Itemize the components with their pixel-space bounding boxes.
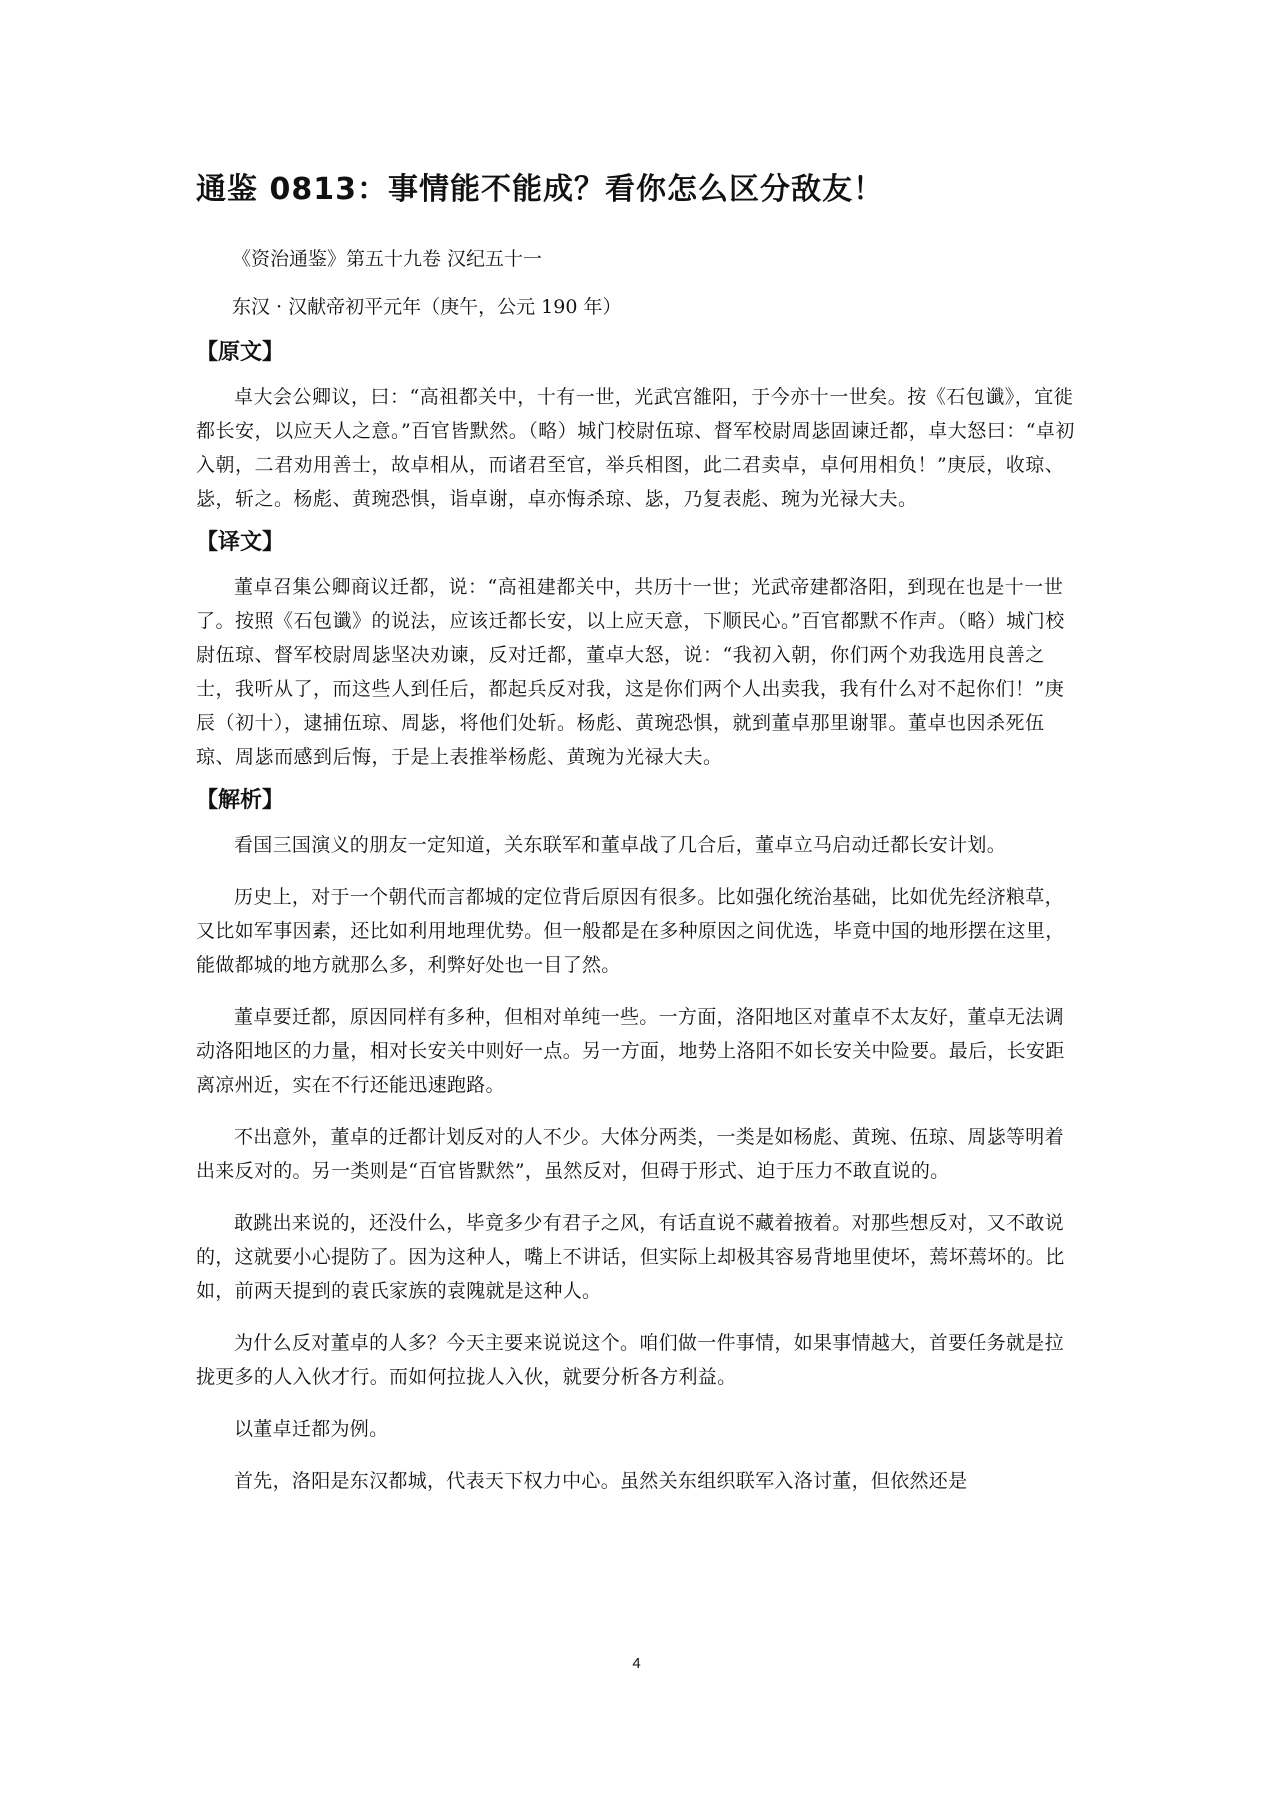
translation-text: 董卓召集公卿商议迁都，说：“高祖建都关中，共历十一世；光武帝建都洛阳，到现在也是十一世了。按照《石包谶》的说法，应该迁都长安，以上应天意，下顺民心。”百官都默不作声。（略）城门校尉伍琼、督军校尉周毖坚决劝谏，反对迁都，董卓大怒，说：“我初入朝，你们两个劝我选用良善之士，我听从了，而这些人到任后，都起兵反对我，这是你们两个人出卖我，我有什么对不起你们！”庚辰（初十），逮捕伍琼、周毖，将他们处斩。杨彪、黄琬恐惧，就到董卓那里谢罪。董卓也因杀死伍琼、周毖而感到后悔，于是上表推举杨彪、黄琬为光禄大夫。 (196, 576, 1065, 768)
original-text: 卓大会公卿议，曰：“高祖都关中，十有一世，光武宫雒阳，于今亦十一世矣。按《石包谶》，宜徙都长安，以应天人之意。”百官皆默然。（略）城门校尉伍琼、督军校尉周毖固谏迁都，卓大怒曰：“卓初入朝，二君劝用善士，故卓相从，而诸君至官，举兵相图，此二君卖卓，卓何用相负！”庚辰，收琼、毖，斩之。杨彪、黄琬恐惧，诣卓谢，卓亦悔杀琼、毖，乃复表彪、琬为光禄大夫。 (196, 386, 1075, 510)
analysis-paragraph: 以董卓迁都为例。 (234, 1418, 389, 1440)
analysis-heading: 【解析】 (196, 788, 285, 813)
page-content (196, 170, 1076, 1516)
translation-heading: 【译文】 (196, 530, 285, 555)
analysis-paragraph: 首先，洛阳是东汉都城，代表天下权力中心。虽然关东组织联军入洛讨董，但依然还是 (234, 1470, 968, 1492)
page-number: 4 (632, 1655, 641, 1672)
source-line: 《资治通鉴》第五十九卷 汉纪五十一 (232, 248, 543, 270)
analysis-paragraph: 看国三国演义的朋友一定知道，关东联军和董卓战了几合后，董卓立马启动迁都长安计划。 (234, 834, 1007, 856)
analysis-paragraph: 敢跳出来说的，还没什么，毕竟多少有君子之风，有话直说不藏着掖着。对那些想反对，又不敢说的，这就要小心提防了。因为这种人，嘴上不讲话，但实际上却极其容易背地里使坏，蔫坏蔫坏的。比如，前两天提到的袁氏家族的袁隗就是这种人。 (196, 1212, 1065, 1302)
original-heading: 【原文】 (196, 340, 285, 365)
analysis-paragraph: 为什么反对董卓的人多？今天主要来说说这个。咱们做一件事情，如果事情越大，首要任务就是拉拢更多的人入伙才行。而如何拉拢人入伙，就要分析各方利益。 (196, 1332, 1064, 1388)
analysis-paragraph: 历史上，对于一个朝代而言都城的定位背后原因有很多。比如强化统治基础，比如优先经济粮草，又比如军事因素，还比如利用地理优势。但一般都是在多种原因之间优选，毕竟中国的地形摆在这里，能做都城的地方就那么多，利弊好处也一目了然。 (196, 886, 1065, 976)
analysis-paragraph: 不出意外，董卓的迁都计划反对的人不少。大体分两类，一类是如杨彪、黄琬、伍琼、周毖等明着出来反对的。另一类则是“百官皆默然”，虽然反对，但碍于形式、迫于压力不敢直说的。 (196, 1126, 1064, 1182)
page-title: 通鉴 0813：事情能不能成？看你怎么区分敌友！ (196, 172, 884, 207)
analysis-paragraph: 董卓要迁都，原因同样有多种，但相对单纯一些。一方面，洛阳地区对董卓不太友好，董卓无法调动洛阳地区的力量，相对长安关中则好一点。另一方面，地势上洛阳不如长安关中险要。最后，长安距离凉州近，实在不行还能迅速跑路。 (196, 1006, 1065, 1096)
era-line: 东汉 · 汉献帝初平元年（庚午，公元 190 年） (232, 296, 622, 318)
analysis-body (196, 828, 1076, 1498)
